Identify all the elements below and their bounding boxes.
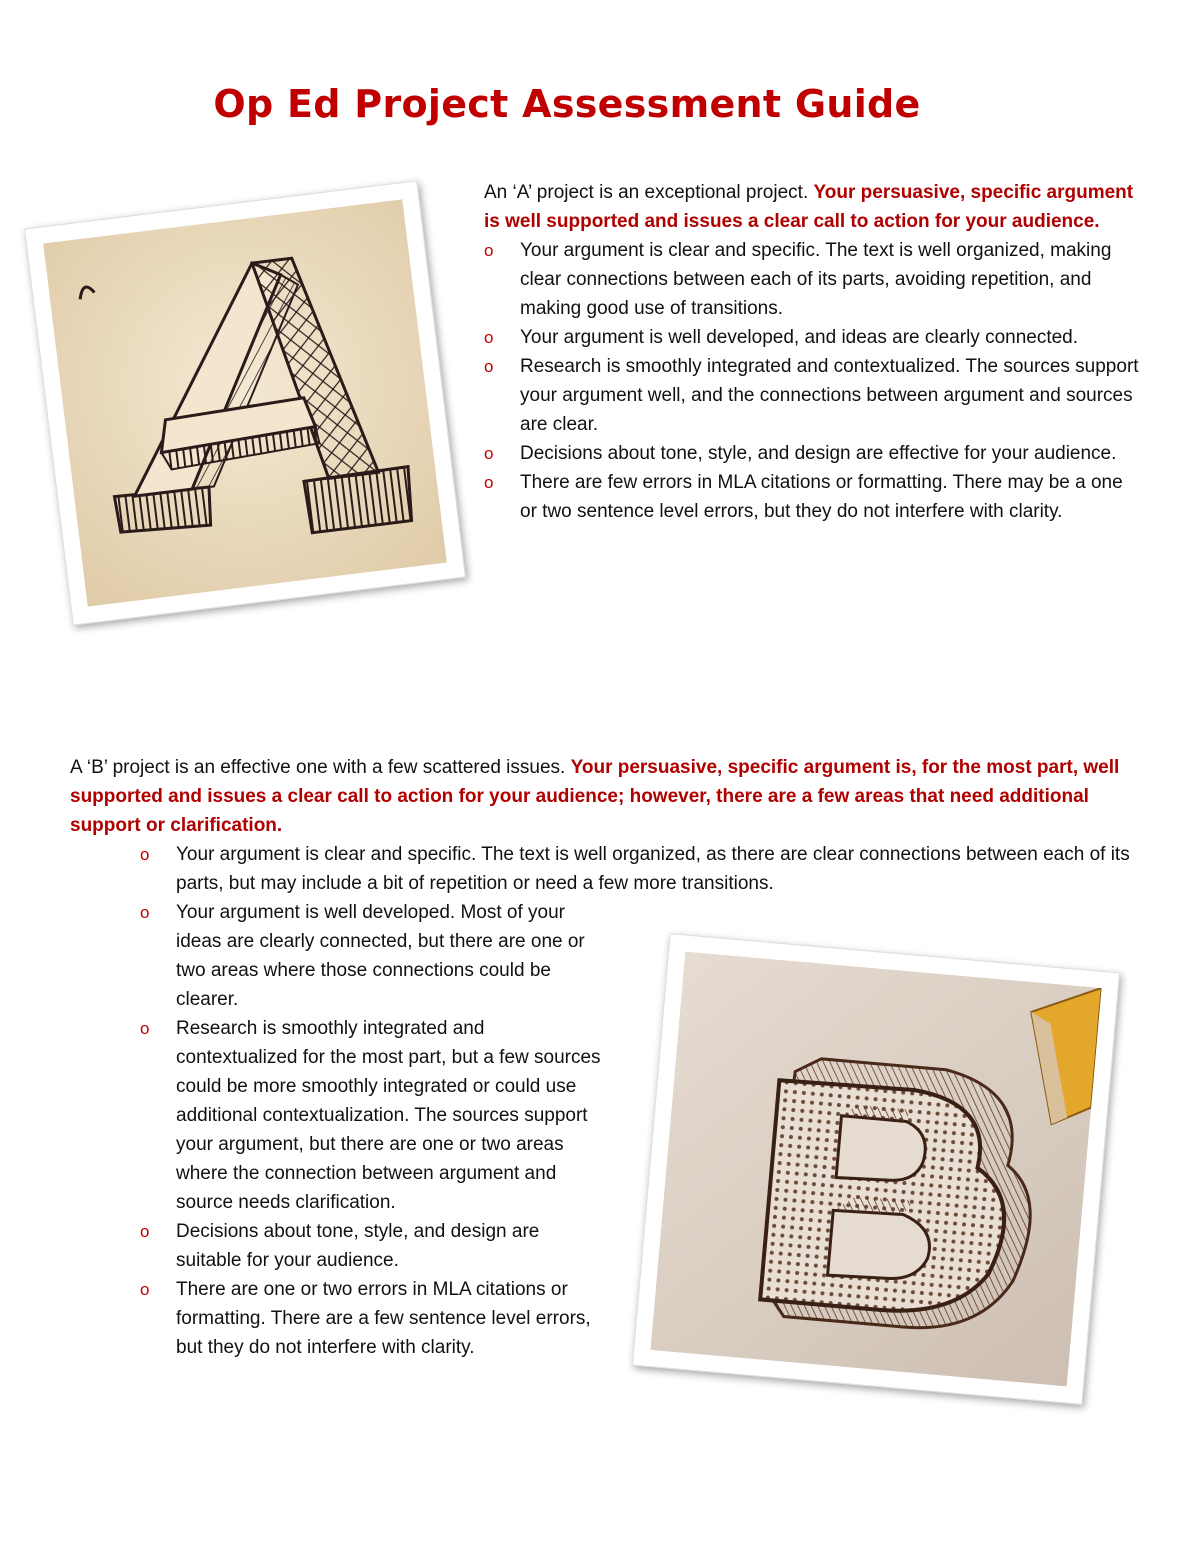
bullet-icon: o xyxy=(140,1222,150,1241)
list-item-text: Your argument is well developed. Most of your ideas are clearly connected, but there are one or two areas where those connections could be clearer. xyxy=(176,902,585,1010)
list-item-text: Research is smoothly integrated and contextualized. The sources support your argument well, and the connections between argument and sources are clear. xyxy=(520,356,1139,435)
list-item-text: There are one or two errors in MLA citations or formatting. There are a few sentence level errors, but they do not interfere with clarity. xyxy=(176,1279,591,1358)
section-a-emphasis: Your persuasive, specific argument is well supported and issues a clear call to action for your audience. xyxy=(484,182,1134,232)
list-item xyxy=(484,439,1144,468)
section-a xyxy=(484,178,1144,526)
list-item xyxy=(140,1275,610,1362)
list-item xyxy=(484,323,1144,352)
section-a-intro xyxy=(484,178,1144,236)
list-item-text: Your argument is clear and specific. The text is well organized, as there are clear connections between each of its parts, but may include a bit of repetition or need a few more transitions. xyxy=(176,844,1130,894)
hand-drawn-letter-b-icon xyxy=(650,952,1101,1387)
bullet-icon: o xyxy=(484,241,494,260)
section-b-list-narrow xyxy=(140,898,610,1362)
list-item xyxy=(484,468,1144,526)
bullet-icon: o xyxy=(140,903,150,922)
list-item xyxy=(484,236,1144,323)
list-item-text: Your argument is clear and specific. The text is well organized, making clear connections between each of its parts, avoiding repetition, and making good use of transitions. xyxy=(520,240,1112,319)
list-item-text: Decisions about tone, style, and design are effective for your audience. xyxy=(520,443,1117,464)
hand-drawn-letter-a-icon xyxy=(43,199,447,606)
list-item xyxy=(140,1014,610,1217)
letter-b-photo xyxy=(632,933,1120,1405)
list-item-text: Your argument is well developed, and ideas are clearly connected. xyxy=(520,327,1079,348)
letter-a-photo xyxy=(24,180,466,625)
bullet-icon: o xyxy=(140,845,150,864)
section-b-intro-text: A ‘B’ project is an effective one with a few scattered issues. xyxy=(70,757,571,778)
section-b-emphasis: Your persuasive, specific argument is, for the most part, well supported and issues a clear call to action for your audience; however, there are a few areas that need additional support or clarification. xyxy=(70,757,1120,836)
list-item xyxy=(140,1217,610,1275)
bullet-icon: o xyxy=(484,357,494,376)
bullet-icon: o xyxy=(484,328,494,347)
section-b-list-wide xyxy=(140,840,1130,898)
bullet-icon: o xyxy=(140,1019,150,1038)
list-item-text: Decisions about tone, style, and design are suitable for your audience. xyxy=(176,1221,540,1271)
section-a-list xyxy=(484,236,1144,526)
bullet-icon: o xyxy=(484,444,494,463)
list-item-text: There are few errors in MLA citations or formatting. There may be a one or two sentence level errors, but they do not interfere with clarity. xyxy=(520,472,1123,522)
section-a-intro-text: An ‘A’ project is an exceptional project. xyxy=(484,182,814,203)
list-item-text: Research is smoothly integrated and contextualized for the most part, but a few sources could be more smoothly integrated or could use additional contextualization. The sources support your argument, but there are one or two areas where the connection between argument and source needs clarification. xyxy=(176,1018,601,1213)
page-title: Op Ed Project Assessment Guide xyxy=(213,82,921,126)
bullet-icon: o xyxy=(484,473,494,492)
section-b-intro xyxy=(70,753,1130,840)
list-item xyxy=(140,840,1130,898)
list-item xyxy=(140,898,610,1014)
bullet-icon: o xyxy=(140,1280,150,1299)
list-item xyxy=(484,352,1144,439)
